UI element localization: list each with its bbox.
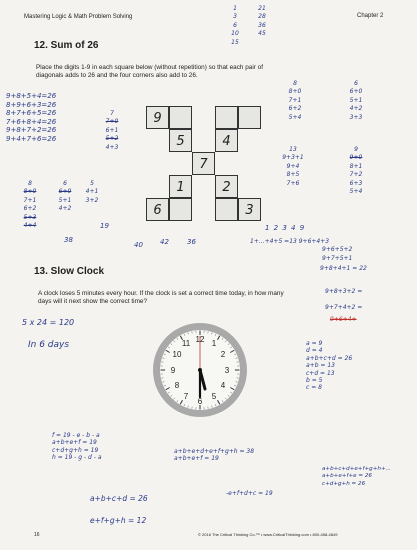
- col-item: 5+1: [58, 196, 72, 204]
- col-item: 4+1: [85, 188, 99, 196]
- work-line: a+b+c+d = 26: [306, 354, 353, 362]
- top-notes-left: [228, 5, 242, 47]
- bottom-work-2: e+f+g+h = 12: [90, 516, 147, 525]
- note-42: 42: [160, 238, 169, 246]
- col-item: 6+2: [288, 105, 302, 113]
- col-d: [80, 180, 104, 205]
- sum-line-3: 9+7+5+1: [322, 255, 353, 262]
- col-item: 7+1: [23, 196, 37, 204]
- grid-cell[interactable]: [169, 129, 192, 152]
- grid-cell[interactable]: [169, 198, 192, 221]
- col-item: 6+2: [23, 205, 37, 213]
- left-work: [52, 432, 102, 462]
- col-item: 8: [293, 80, 297, 87]
- col-item: 6+0: [58, 188, 72, 196]
- book-title: Mastering Logic & Math Problem Solving: [24, 14, 133, 20]
- work-line: c+d+g+h = 19: [52, 446, 99, 454]
- work-line: b = 5: [306, 377, 323, 385]
- grid-cell[interactable]: [215, 175, 238, 198]
- right-work-2: [322, 466, 391, 488]
- clock-number: 9: [170, 366, 176, 375]
- col-a: [18, 180, 42, 230]
- sum-line-7: 9+6+4+: [330, 316, 357, 323]
- grid-number: 5: [176, 134, 185, 149]
- col-item: 8+0: [23, 188, 37, 196]
- grid-cell[interactable]: [238, 106, 261, 129]
- problem-13-heading: 13. Slow Clock: [34, 266, 105, 277]
- col-item: 5+3: [23, 213, 37, 221]
- col-h: [342, 146, 370, 196]
- work-line: 7+6+8+4=26: [6, 117, 57, 126]
- col-item: 5+4: [349, 187, 363, 195]
- problem-12-instructions: Place the digits 1-9 in each square below (without repetition) so that each pair of diagonals adds to 26 and the four corners also add to 26.: [36, 64, 263, 80]
- col-item: 4+4: [23, 221, 37, 229]
- col-item: 5: [90, 180, 94, 187]
- clock-number: 4: [220, 381, 226, 390]
- col-item: 9+4: [286, 162, 300, 170]
- col-c: [53, 180, 77, 214]
- col-item: 9+0: [349, 154, 363, 162]
- col-item: 4+2: [58, 205, 72, 213]
- col-item: 8: [28, 180, 32, 187]
- problem-12-heading: 12. Sum of 26: [34, 40, 99, 51]
- col-item: 9: [354, 146, 358, 153]
- col-b: [100, 110, 124, 152]
- work-left: [6, 92, 56, 143]
- grid-cell[interactable]: [169, 175, 192, 198]
- clock-number: 2: [220, 350, 226, 359]
- col-item: 13: [289, 146, 297, 153]
- answer-line-1: 5 x 24 = 120: [22, 318, 75, 327]
- answer-line-2: In 6 days: [28, 340, 70, 350]
- col-item: 8+1: [349, 162, 363, 170]
- col-item: 5+1: [349, 96, 363, 104]
- work-line: a+b+e+f = 19: [174, 455, 219, 463]
- copyright: © 2016 The Critical Thinking Co.™ • www.CriticalThinking.com • 800-458-4849: [198, 532, 338, 537]
- col-item: 7: [110, 110, 114, 117]
- col-item: 3+3: [349, 113, 363, 121]
- note: 21: [258, 5, 266, 12]
- clock-number: 12: [195, 335, 205, 344]
- col-g: [276, 146, 310, 188]
- right-work: [306, 340, 352, 392]
- sum-line-1: 1+...+4+5 =13 9+6+4+3: [250, 238, 330, 245]
- clock-number: 10: [172, 350, 182, 359]
- clock-number: 6: [197, 397, 203, 406]
- col-item: 5+4: [288, 113, 302, 121]
- work-line: 9+8+7+2=26: [6, 126, 57, 134]
- work-line: 9+4+7+6=26: [6, 134, 57, 143]
- col-item: 3+2: [85, 196, 99, 204]
- grid-number: 9: [153, 111, 162, 126]
- clock-center: [198, 368, 202, 372]
- note: 3: [233, 13, 237, 21]
- work-line: a+b+e+d+e+f+g+h = 38: [174, 448, 255, 455]
- col-item: 6: [63, 180, 67, 187]
- note: 6: [233, 21, 237, 29]
- col-item: 6+1: [105, 126, 119, 134]
- work-line: c+d+g+h = 26: [322, 480, 366, 487]
- digits-row: 1 2 3 4 9: [265, 224, 306, 232]
- col-item: 4+2: [349, 105, 363, 113]
- sum-line-4: 9+8+4+1 = 22: [320, 265, 367, 272]
- col-item: 7+2: [349, 171, 363, 179]
- col-e: [281, 80, 309, 122]
- chapter-label: Chapter 2: [357, 13, 384, 19]
- clock-icon: [150, 320, 250, 420]
- clock-number: 8: [174, 381, 180, 390]
- grid-number: 1: [176, 180, 185, 195]
- note-36: 36: [187, 238, 196, 246]
- grid-cell[interactable]: [146, 106, 169, 129]
- work-line: a = 9: [306, 340, 323, 347]
- work-line: a+b+e+f+e = 26: [322, 473, 372, 480]
- grid-number: 6: [153, 203, 162, 218]
- clock-number: 3: [224, 366, 230, 375]
- note: 45: [258, 30, 266, 38]
- sum-line-5: 9+8+3+2 =: [325, 288, 363, 295]
- note-19: 19: [100, 222, 109, 230]
- note: 36: [258, 21, 266, 29]
- note: 28: [258, 13, 266, 21]
- clock-number: 5: [211, 392, 217, 401]
- work-line: a+b+c+d+e+f+g+h+...: [322, 466, 391, 472]
- note: 1: [233, 5, 237, 12]
- work-line: 9+8+5+4=26: [6, 92, 57, 100]
- page-number: 16: [34, 532, 40, 538]
- col-f: [342, 80, 370, 122]
- clock-number: 11: [181, 339, 191, 348]
- work-line: h = 19 - g - d - a: [52, 454, 102, 462]
- work-line: d = 4: [306, 347, 323, 355]
- grid-cell[interactable]: [215, 106, 238, 129]
- note: 15: [231, 38, 239, 46]
- col-item: 6+3: [349, 179, 363, 187]
- col-item: 7+1: [288, 96, 302, 104]
- work-line: a+b = 13: [306, 362, 335, 370]
- col-item: 6+0: [349, 88, 363, 96]
- grid-number: 4: [222, 134, 231, 149]
- col-item: 8+0: [288, 88, 302, 96]
- sum-line-2: 9+6+5+2: [322, 246, 353, 253]
- work-line: a+b+e+f = 19: [52, 439, 97, 447]
- grid-cell[interactable]: [238, 198, 261, 221]
- col-item: 6: [354, 80, 358, 87]
- note-40: 40: [134, 241, 143, 249]
- grid-number: 7: [199, 157, 208, 172]
- col-item: 7+0: [105, 118, 119, 126]
- work-line: 8+7+6+5=26: [6, 109, 57, 117]
- grid-cell[interactable]: [169, 106, 192, 129]
- note: 10: [231, 30, 239, 38]
- work-line: 8+9+6+3=26: [6, 100, 57, 109]
- col-item: 7+6: [286, 179, 300, 187]
- col-item: 9+3+1: [282, 154, 304, 162]
- note-38: 38: [64, 236, 73, 244]
- bottom-work-1: a+b+c+d = 26: [90, 494, 148, 503]
- bottom-work-3: -e+f+d+c = 19: [226, 490, 273, 497]
- grid-cell[interactable]: [215, 129, 238, 152]
- grid-number: 2: [222, 180, 231, 195]
- col-item: 5+2: [105, 135, 119, 143]
- work-line: c = 8: [306, 384, 322, 392]
- mid-work: [174, 448, 254, 463]
- grid-cell[interactable]: [146, 198, 169, 221]
- work-line: f = 19 - e - b - a: [52, 432, 100, 439]
- clock-number: 1: [211, 339, 217, 348]
- sum-line-6: 9+7+4+2 =: [325, 304, 363, 311]
- grid-number: 3: [245, 203, 254, 218]
- problem-13-instructions: A clock loses 5 minutes every hour. If the clock is set a correct time today, in how many days will it next show the correct time?: [38, 290, 284, 306]
- clock-number: 7: [183, 392, 189, 401]
- col-item: 8+5: [286, 171, 300, 179]
- grid-cell[interactable]: [215, 198, 238, 221]
- top-notes-right: [253, 5, 271, 39]
- grid-cell[interactable]: [192, 152, 215, 175]
- col-item: 4+3: [105, 143, 119, 151]
- work-line: c+d = 13: [306, 369, 335, 377]
